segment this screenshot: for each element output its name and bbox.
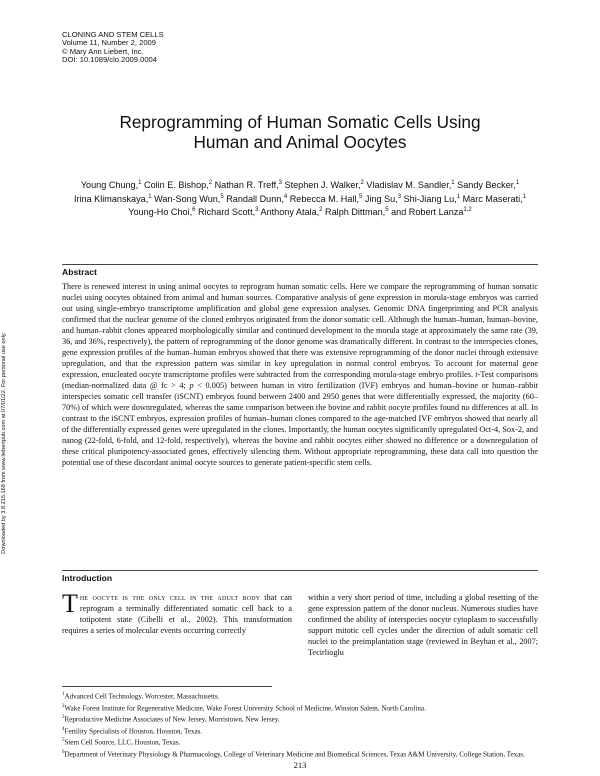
abstract-top-rule xyxy=(62,264,538,265)
author-text: Richard Scott, xyxy=(198,207,256,218)
author-text: Colin E. Bishop, xyxy=(144,180,209,191)
author-affiliation-mark: 2 xyxy=(208,180,213,186)
intro-right-column: within a very short period of time, including a global resetting of the gene expression pattern of the donor nucleus. Numerous studies have confirmed the ability of interspecies oocyte cytoplasm to successfully support mitotic cell cycles under the direction of adult somatic cell nuclei to the preimplantation stage (reviewed in Beyhan et al., 2007; Tecirlioglu xyxy=(308,593,538,657)
author-name xyxy=(285,180,364,190)
journal-volume: Volume 11, Number 2, 2009 xyxy=(62,38,156,48)
footnote-text: Advanced Cell Technology, Worcester, Massachusetts. xyxy=(64,692,220,701)
journal-info xyxy=(62,31,164,65)
abstract-t-italic: t xyxy=(475,370,478,379)
footnote xyxy=(62,690,538,702)
author-name xyxy=(154,194,224,204)
intro-left-column xyxy=(62,589,292,636)
footnote-mark: 6 xyxy=(62,749,65,755)
footnote-mark: 5 xyxy=(62,738,65,744)
intro-smallcaps: he oocyte is the only cell in the adult body xyxy=(79,593,261,602)
abstract-text-part: There is renewed interest in using animal oocytes to reprogram human somatic cells. Here we compare the reprogramming of human somatic nuclei using oocytes obtained from animal and human sources. Comparative analysis of gene expression in morula-stage embryos was carried out using single-embryo transcriptome amplification and global gene expression analyses. Genomic DNA fingerprinting and PCR analysis confirmed that the nuclear genome of the cloned embryos originated from the donor somatic cell. Although the human–human, human–bovine, and human–rabbit clones appeared morphologically similar and continued development to the morula stage at approximately the same rate (39, 36, and 36%, respectively), the pattern of reprogramming of the donor genome was dramatically different. In contrast to the interspecies clones, gene expression profiles of the human–human embryos showed that there was extensive reprogramming of the donor nuclei through extensive upregulation, and that the expression pattern was similar in key upregulation in normal control embryos. To account for maternal gene expression, enucleated oocyte transcriptome profiles were subtracted from the corresponding morula-stage embryo profiles. xyxy=(62,282,538,379)
page-number: 213 xyxy=(293,760,307,770)
footnote-mark: 4 xyxy=(62,726,65,732)
author-name xyxy=(215,180,282,190)
footnote xyxy=(62,725,538,737)
author-affiliation-mark: 1,2 xyxy=(463,207,472,214)
author-name xyxy=(366,180,454,190)
abstract-body xyxy=(62,281,538,468)
author-affiliation-mark: 1 xyxy=(138,180,142,186)
author-name xyxy=(457,180,519,190)
author-affiliation-mark: 6 xyxy=(192,207,196,214)
author-affiliation-mark: 3 xyxy=(278,180,282,186)
author-name xyxy=(198,207,258,217)
author-text: Stephen J. Walker, xyxy=(284,180,361,191)
author-name xyxy=(144,180,212,190)
author-affiliation-mark: 1 xyxy=(451,180,455,186)
author-text: Jing Su, xyxy=(364,193,398,204)
author-text: Young-Ho Choi, xyxy=(128,207,193,218)
footnote-text: Department of Veterinary Physiology & Pharmacology, College of Veterinary Medicine and Biomedical Sciences, Texas A&M University, College Station, Texas. xyxy=(64,750,525,759)
author-text: Nathan R. Treff, xyxy=(214,180,279,191)
abstract-heading: Abstract xyxy=(62,267,97,277)
author-affiliation-mark: 3 xyxy=(255,207,259,214)
abstract-p-italic: p xyxy=(189,381,194,390)
author-text: Young Chung, xyxy=(80,180,139,191)
author-name xyxy=(226,194,287,204)
author-text: Sandy Becker, xyxy=(457,180,516,191)
author-name xyxy=(463,194,526,204)
author-name xyxy=(365,194,401,204)
footnote-rule xyxy=(62,686,272,687)
author-text: Rebecca M. Hall, xyxy=(289,193,359,204)
author-text: Randall Dunn, xyxy=(226,193,284,204)
author-name xyxy=(391,207,472,217)
author-name xyxy=(290,194,363,204)
footnote xyxy=(62,702,538,714)
author-name xyxy=(128,207,195,217)
affiliation-footnotes xyxy=(62,690,538,759)
drop-cap: T xyxy=(62,589,78,618)
introduction-heading: Introduction xyxy=(62,573,113,583)
footnote-mark: 2 xyxy=(62,703,65,709)
author-name xyxy=(325,207,389,217)
author-affiliation-mark: 5 xyxy=(385,207,389,214)
journal-name: CLONING AND STEM CELLS xyxy=(62,30,164,39)
author-list xyxy=(62,178,538,219)
author-name xyxy=(74,194,152,204)
author-affiliation-mark: 1 xyxy=(522,193,527,200)
abstract-bottom-rule xyxy=(62,570,538,571)
author-affiliation-mark: 2 xyxy=(360,180,364,186)
footnote xyxy=(62,748,538,760)
abstract-text-part: < 0.005) between human in vitro fertilization (IVF) embryos and human–bovine or human–rabbit interspecies somatic cell transfer (iSCNT) embryos found between 2400 and 2950 genes that were differentially expressed, the majority (60–70%) of which were downregulated, whereas the same comparison between the bovine and rabbit oocyte profiles found no differences at all. In contrast to the iSCNT embryos, expression profiles of human–human clones compared to the age-matched IVF embryos showed that nearly all of the differentially expressed genes were upregulated in the clones. Importantly, the human oocytes significantly upregulated Oct-4, Sox-2, and nanog (22-fold, 6-fold, and 12-fold, respectively), whereas the bovine and rabbit oocytes either showed no difference or a downregulation of these critical pluripotency-associated genes, effectively silencing them. Without appropriate reprogramming, these data call into question the potential use of these discordant animal oocyte sources to generate patient-specific stem cells. xyxy=(62,381,538,467)
intro-left-text: that can reprogram a terminally differentiated somatic cell back to a totipotent state (Cibelli et al., 2002). This transformation requires a series of molecular events occurring correctly xyxy=(62,593,292,635)
author-affiliation-mark: 5 xyxy=(358,193,363,200)
author-text: Marc Maserati, xyxy=(462,193,523,204)
footnote-text: Wake Forest Institute for Regenerative Medicine, Wake Forest University School of Medicine, Winston Salem, North Carolina. xyxy=(64,703,426,712)
download-watermark: Downloaded by 3.8.215.168 from www.liebertpub.com at 07/01/22. For personal use only. xyxy=(1,332,7,554)
author-name xyxy=(404,194,460,204)
author-name xyxy=(81,180,142,190)
footnote-mark: 1 xyxy=(62,692,65,697)
title-line: Human and Animal Oocytes xyxy=(193,132,407,152)
author-text: Wan-Song Wun, xyxy=(154,193,221,204)
author-affiliation-mark: 5 xyxy=(220,193,224,200)
author-affiliation-mark: 1 xyxy=(148,193,152,200)
author-text: Vladislav M. Sandler, xyxy=(366,180,452,191)
author-text: Anthony Atala, xyxy=(260,207,320,218)
author-affiliation-mark: 3 xyxy=(397,193,402,200)
author-affiliation-mark: 2 xyxy=(319,207,323,214)
footnote-text: Reproductive Medicine Associates of New Jersey, Morristown, New Jersey. xyxy=(64,715,280,724)
footnote-text: Stem Cell Source, LLC, Houston, Texas. xyxy=(64,738,181,747)
author-affiliation-mark: 1 xyxy=(515,180,520,186)
author-text: and Robert Lanza xyxy=(391,207,464,218)
title-line: Reprogramming of Human Somatic Cells Using xyxy=(119,112,481,132)
author-text: Ralph Dittman, xyxy=(325,207,386,218)
journal-doi: DOI: 10.1089/clo.2009.0004 xyxy=(62,55,157,65)
author-text: Irina Klimanskaya, xyxy=(73,193,149,204)
paper-title xyxy=(60,112,540,152)
author-text: Shi-Jiang Lu, xyxy=(403,193,457,204)
abstract-text-part: -Test comparisons (median-normalized data @ fc > 4; xyxy=(62,370,538,390)
footnote-text: Fertility Specialists of Houston, Houston, Texas. xyxy=(64,727,203,736)
journal-copyright: © Mary Ann Liebert, Inc. xyxy=(62,46,144,56)
author-name xyxy=(261,207,323,217)
footnote xyxy=(62,736,538,748)
footnote-mark: 3 xyxy=(62,715,65,721)
author-affiliation-mark: 4 xyxy=(283,193,288,200)
author-affiliation-mark: 1 xyxy=(456,193,461,200)
footnote xyxy=(62,713,538,725)
